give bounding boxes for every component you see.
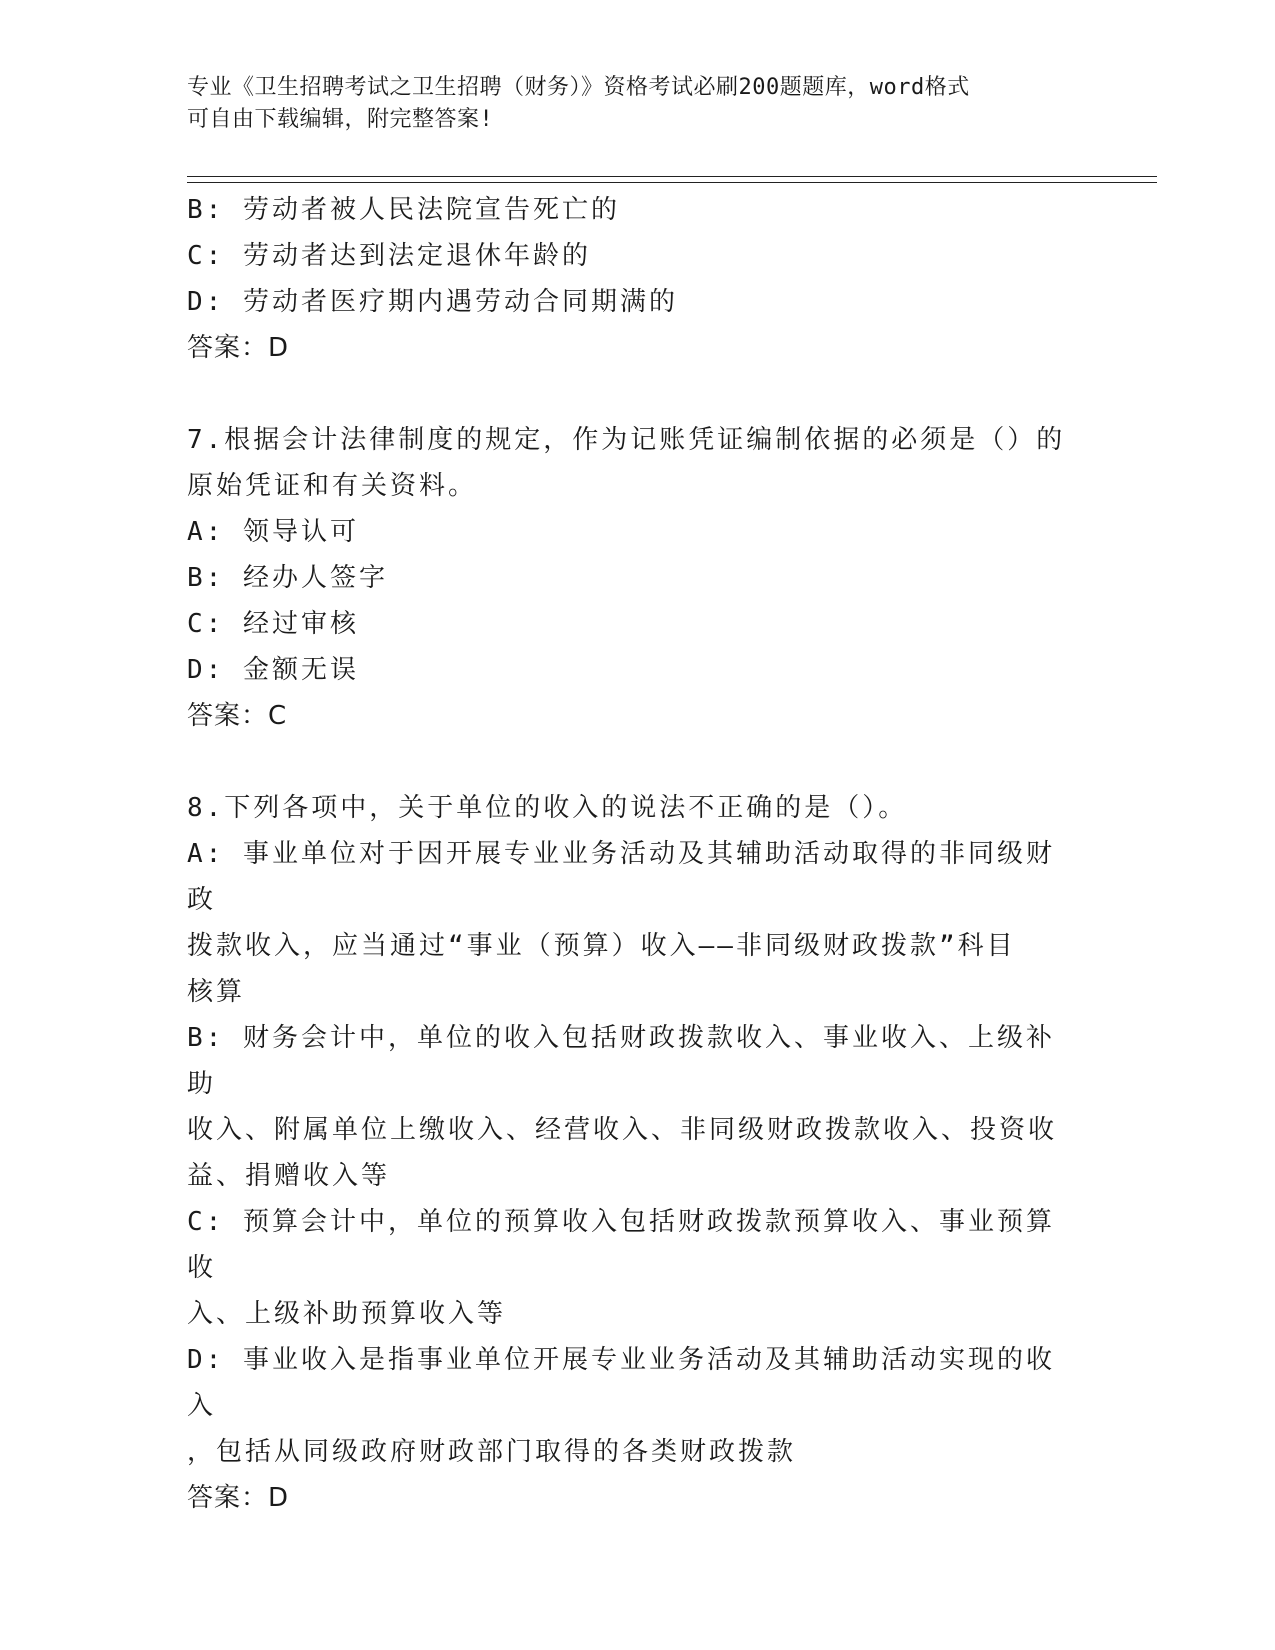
question-6-tail xyxy=(187,187,1067,371)
q8-option-d-line-1: D: 事业收入是指事业单位开展专业业务活动及其辅助活动实现的收入 xyxy=(187,1345,1055,1421)
header-title-line-1: 专业《卫生招聘考试之卫生招聘（财务）》资格考试必刷200题题库，word格式 xyxy=(187,75,970,100)
q8-stem: 8.下列各项中，关于单位的收入的说法不正确的是（）。 xyxy=(187,793,908,823)
q7-answer: 答案：C xyxy=(187,701,288,731)
spacer xyxy=(187,739,1067,785)
q8-option-a-line-2: 拨款收入，应当通过“事业（预算）收入——非同级财政拨款”科目 xyxy=(187,931,1016,961)
spacer xyxy=(187,371,1067,417)
document-body xyxy=(187,187,1067,1521)
q8-option-a-line-1: A: 事业单位对于因开展专业业务活动及其辅助活动取得的非同级财政 xyxy=(187,839,1055,915)
header-title-line-2: 可自由下载编辑，附完整答案! xyxy=(187,107,494,132)
q7-stem-line-1: 7.根据会计法律制度的规定，作为记账凭证编制依据的必须是（）的 xyxy=(187,425,1066,455)
q7-option-c: C: 经过审核 xyxy=(187,609,359,639)
q7-stem-line-2: 原始凭证和有关资料。 xyxy=(187,471,478,501)
header-divider xyxy=(187,176,1157,183)
q8-option-b-line-2: 收入、附属单位上缴收入、经营收入、非同级财政拨款收入、投资收 xyxy=(187,1115,1058,1145)
question-7 xyxy=(187,417,1067,739)
q6-option-c: C: 劳动者达到法定退休年龄的 xyxy=(187,241,591,271)
q7-option-b: B: 经办人签字 xyxy=(187,563,388,593)
document-header xyxy=(187,72,1067,136)
question-8 xyxy=(187,785,1067,1521)
q8-option-b-line-1: B: 财务会计中，单位的收入包括财政拨款收入、事业收入、上级补助 xyxy=(187,1023,1055,1099)
q6-answer: 答案：D xyxy=(187,333,290,363)
q6-option-d: D: 劳动者医疗期内遇劳动合同期满的 xyxy=(187,287,678,317)
q8-option-d-line-2: ，包括从同级政府财政部门取得的各类财政拨款 xyxy=(187,1437,797,1467)
q7-option-a: A: 领导认可 xyxy=(187,517,359,547)
q8-option-a-line-3: 核算 xyxy=(187,977,246,1007)
q8-option-c-line-2: 入、上级补助预算收入等 xyxy=(187,1299,507,1329)
q7-option-d: D: 金额无误 xyxy=(187,655,359,685)
q6-option-b: B: 劳动者被人民法院宣告死亡的 xyxy=(187,195,620,225)
q8-option-b-line-3: 益、捐赠收入等 xyxy=(187,1161,391,1191)
q8-option-c-line-1: C: 预算会计中，单位的预算收入包括财政拨款预算收入、事业预算收 xyxy=(187,1207,1055,1283)
q8-answer: 答案：D xyxy=(187,1483,290,1513)
